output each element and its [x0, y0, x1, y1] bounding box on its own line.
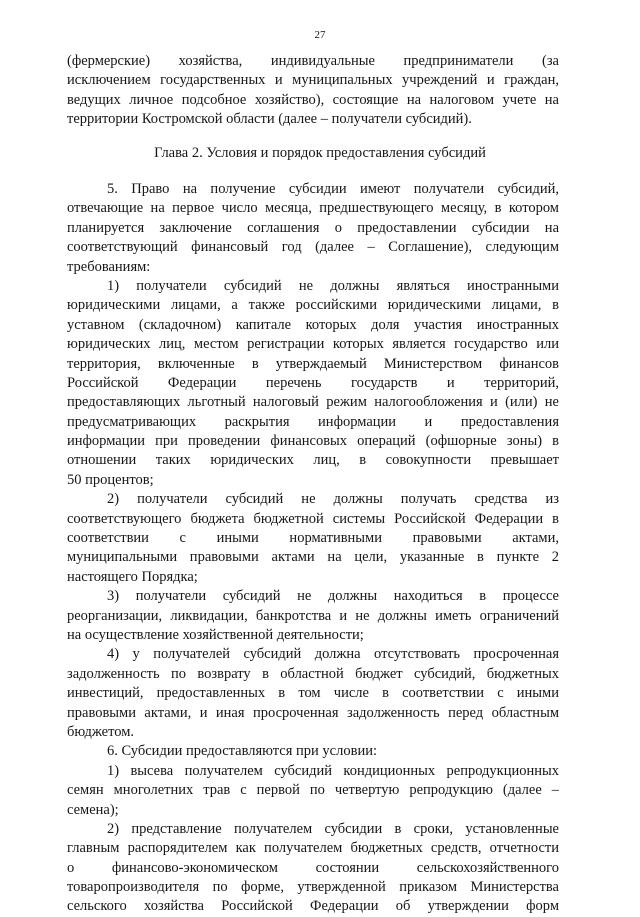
text-line: юридическими лицами, а также российскими юридическими лицами, в [67, 297, 559, 314]
text-line: уставном (складочном) капитале которых доля участия иностранных [67, 316, 559, 333]
text-line: ведущих личное подсобное хозяйство), состоящие на налоговом учете на [67, 91, 559, 108]
text-line: товаропроизводителя по форме, утвержденной приказом Министерства [67, 879, 559, 896]
text-line: сельского хозяйства Российской Федерации об утверждении форм [67, 898, 559, 915]
text-line: 5. Право на получение субсидии имеют получатели субсидий, [107, 181, 559, 197]
text-line: соответствующего бюджета бюджетной системы Российской Федерации в [67, 510, 559, 527]
text-line: 50 процентов; [67, 471, 154, 488]
text-line: соответствии с иными нормативными правовыми актами, [67, 530, 559, 547]
page-number: 27 [314, 29, 326, 41]
text-line: инвестиций, предоставленных в том числе в соответствии с иными [67, 685, 559, 702]
text-line: исключением государственных и муниципальных учреждений и граждан, [67, 72, 559, 89]
text-line: планируется заключение соглашения о предоставлении субсидии на [67, 219, 559, 236]
text-line: правовыми актами, и иная просроченная задолженность перед областным [67, 704, 559, 721]
text-line: предоставляющих льготный налоговый режим налогообложения и (или) не [67, 394, 559, 411]
text-line: муниципальными правовыми актами на цели, указанные в пункте 2 [67, 549, 559, 566]
text-line: 4) у получателей субсидий должна отсутствовать просроченная [107, 646, 559, 663]
text-line: информации при проведении финансовых операций (офшорные зоны) в [67, 433, 559, 450]
text-line: 1) высева получателем субсидий кондиционных репродукционных [107, 762, 559, 779]
text-line: бюджетом. [67, 723, 135, 740]
text-line: 2) получатели субсидий не должны получать средства из [107, 491, 559, 508]
intro-paragraph [67, 52, 559, 130]
text-line: главным распорядителем как получателем бюджетных средств, отчетности [67, 840, 559, 857]
text-line: требованиям: [67, 258, 151, 275]
text-line: о финансово-экономическом состоянии сельскохозяйственного [67, 859, 559, 876]
text-line: отношении таких юридических лиц, в совокупности превышает [67, 452, 559, 469]
text-line: 1) получатели субсидий не должны являться иностранными [107, 277, 559, 294]
text-line: отвечающие на первое число месяца, предшествующего месяцу, в котором [67, 200, 559, 217]
text-line: территории Костромской области (далее – получатели субсидий). [67, 111, 472, 128]
text-line: предусматривающих раскрытия информации и предоставления [67, 413, 559, 430]
text-line: 6. Субсидии предоставляются при условии: [107, 743, 377, 760]
text-line: на осуществление хозяйственной деятельности; [67, 626, 364, 643]
text-line: семена); [67, 801, 119, 818]
text-line: территория, включенные в утверждаемый Министерством финансов [67, 355, 559, 372]
text-line: (фермерские) хозяйства, индивидуальные предприниматели (за [67, 53, 559, 69]
text-line: 3) получатели субсидий не должны находиться в процессе [107, 588, 559, 605]
text-line: соответствующий финансовый год (далее – Соглашение), следующим [67, 239, 559, 256]
text-line: настоящего Порядка; [67, 568, 198, 585]
text-line: реорганизации, ликвидации, банкротства и не должны иметь ограничений [67, 607, 559, 624]
text-line: Российской Федерации перечень государств и территорий, [67, 374, 559, 391]
text-line: 2) представление получателем субсидии в сроки, установленные [107, 820, 559, 837]
body-text [67, 180, 559, 917]
text-line: задолженность по возврату в областной бюджет субсидий, бюджетных [67, 665, 559, 682]
chapter-heading: Глава 2. Условия и порядок предоставления субсидий [154, 145, 486, 161]
text-line: семян многолетних трав с первой по четвертую репродукцию (далее – [67, 782, 559, 799]
text-line: юридических лиц, местом регистрации которых является государство или [67, 336, 559, 353]
